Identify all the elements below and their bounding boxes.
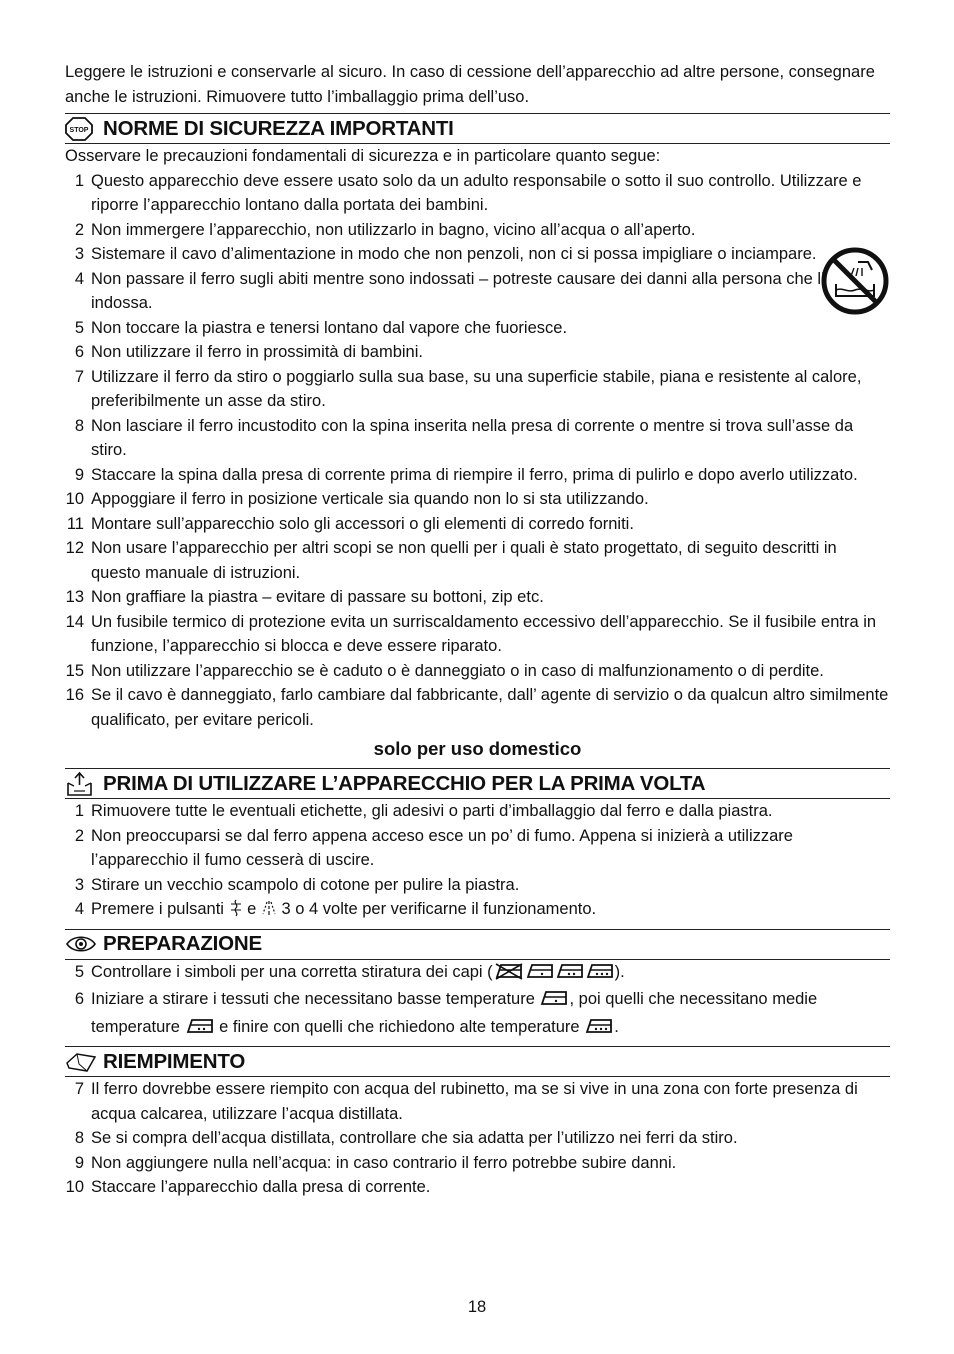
item-number: 13 — [65, 588, 84, 606]
list-item — [65, 536, 890, 585]
item-number: 3 — [74, 245, 84, 263]
iron-one-dot-icon — [539, 989, 569, 1015]
list-item — [65, 414, 890, 463]
water-tank-icon — [65, 1049, 103, 1075]
safety-lead: Osservare le precauzioni fondamentali di sicurezza e in particolare quanto segue: — [65, 147, 661, 165]
item-text: Non toccare la piastra e tenersi lontano dal vapore che fuoriesce. — [91, 318, 568, 337]
list-item — [65, 1151, 890, 1176]
item-text: Non graffiare la piastra – evitare di passare su bottoni, zip etc. — [91, 588, 544, 606]
list-item — [65, 512, 890, 537]
item-number: 16 — [65, 686, 84, 704]
eye-icon — [65, 931, 103, 957]
filling-list — [65, 1077, 890, 1200]
item-number: 5 — [74, 318, 84, 337]
item-number: 15 — [65, 661, 84, 680]
intro-text: Leggere le istruzioni e conservarle al sicuro. In caso di cessione dell’apparecchio ad altre persone, consegnare anche le istruzioni. Rimuovere tutto l’imballaggio prima dell’uso. — [65, 63, 875, 106]
item-number: 10 — [65, 490, 84, 508]
list-item: 6 Iniziare a stirare i tessuti che necessitano basse temperature , poi quelli che necessitano medie temperature e finire con quelli che richiedono alte temperature . — [65, 987, 890, 1042]
list-item — [65, 1175, 890, 1200]
item-number: 11 — [66, 514, 84, 533]
iron-two-dots-icon — [555, 962, 585, 988]
iron-three-dots-icon — [584, 1017, 614, 1043]
no-iron-icon — [493, 962, 525, 988]
item-text: Non lasciare il ferro incustodito con la spina inserita nella presa di corrente o mentre si trova sull’asse da stiro. — [91, 416, 854, 459]
safety-list — [65, 169, 890, 733]
list-item — [65, 610, 890, 659]
list-item — [65, 585, 890, 610]
item-text: Non passare il ferro sugli abiti mentre sono indossati – potreste causare dei danni alla persona che li indossa. — [91, 269, 825, 312]
section-header-filling — [65, 1046, 890, 1077]
list-item — [65, 169, 890, 218]
item-text: Questo apparecchio deve essere usato solo da un adulto responsabile o sotto il suo controllo. Utilizzare e riporre l’apparecchio lontano dalla portata dei bambini. — [91, 171, 862, 214]
item-text: Non usare l’apparecchio per altri scopi se non quelli per i quali è stato progettato, di seguito descritti in questo manuale di istruzioni. — [91, 539, 837, 582]
item-text: Sistemare il cavo d’alimentazione in modo che non penzoli, non ci si possa impigliare o inciampare. — [91, 245, 817, 263]
item-text: Un fusibile termico di protezione evita un surriscaldamento eccessivo dell’apparecchio. Se il fusibile entra in funzione, l’apparecchio si blocca e deve essere riparato. — [91, 612, 877, 655]
list-item — [65, 218, 890, 243]
item-number: 8 — [74, 416, 84, 435]
list-item — [65, 463, 890, 488]
no-shower-icon — [820, 246, 890, 316]
list-item — [65, 242, 890, 267]
section-title-preparation: PREPARAZIONE — [103, 932, 262, 955]
item-text: Montare sull’apparecchio solo gli accessori o gli elementi di corredo forniti. — [91, 514, 634, 533]
list-item: 5 Controllare i simboli per una corretta stiratura dei capi ( ). — [65, 960, 890, 988]
item-number: 14 — [65, 612, 84, 631]
item-text: Appoggiare il ferro in posizione verticale sia quando non lo si sta utilizzando. — [91, 490, 649, 508]
item-text: Non utilizzare il ferro in prossimità di bambini. — [91, 343, 423, 361]
item-number: 4 — [74, 269, 84, 288]
item-number: 1 — [74, 171, 84, 190]
list-item — [65, 659, 890, 684]
list-item: 4 Premere i pulsanti e 3 o 4 volte per verificarne il funzionamento. — [65, 897, 890, 925]
item-number: 1 — [74, 802, 84, 820]
item-number: 7 — [74, 367, 84, 386]
item-number: 9 — [74, 1153, 84, 1172]
first-use-item-4-list — [65, 897, 890, 925]
first-use-list — [65, 799, 890, 897]
iron-one-dot-icon — [525, 962, 555, 988]
section-header-first-use — [65, 768, 890, 799]
list-item — [65, 487, 890, 512]
section-title-safety: NORME DI SICUREZZA IMPORTANTI — [103, 116, 454, 140]
iron-three-dots-icon — [585, 962, 615, 988]
list-item — [65, 683, 890, 732]
item-number: 3 — [74, 875, 84, 894]
unbox-icon — [65, 771, 103, 797]
item-text: Staccare la spina dalla presa di corrente prima di riempire il ferro, prima di pulirlo e dopo averlo utilizzato. — [91, 465, 858, 484]
item-number: 2 — [74, 220, 84, 239]
item-number: 7 — [74, 1080, 84, 1098]
iron-two-dots-icon — [185, 1017, 215, 1043]
list-item — [65, 873, 890, 898]
section-title-filling: RIEMPIMENTO — [103, 1049, 246, 1073]
item-text: Non preoccuparsi se dal ferro appena acceso esce un po’ di fumo. Appena si inizierà a utilizzare l’apparecchio il fumo cesserà di uscire. — [91, 826, 793, 869]
list-item — [65, 316, 890, 341]
item-text: Non immergere l’apparecchio, non utilizzarlo in bagno, vicino all’acqua o all’aperto. — [91, 220, 696, 239]
item-number: 2 — [74, 826, 84, 845]
item-text: Il ferro dovrebbe essere riempito con acqua del rubinetto, ma se si vive in una zona con forte presenza di acqua calcarea, utilizzare l’acqua distillata. — [91, 1080, 858, 1123]
list-item — [65, 1077, 890, 1126]
item-number: 8 — [74, 1129, 84, 1147]
item-text: Staccare l’apparecchio dalla presa di corrente. — [91, 1178, 431, 1196]
item-text: Rimuovere tutte le eventuali etichette, gli adesivi o parti d’imballaggio dal ferro e dalla piastra. — [91, 802, 773, 820]
item-number: 12 — [65, 539, 84, 557]
item-text: Non utilizzare l’apparecchio se è caduto o è danneggiato o in caso di malfunzionamento o di perdite. — [91, 661, 824, 680]
svg-text:STOP: STOP — [69, 126, 89, 134]
stop-icon — [65, 116, 103, 142]
list-item — [65, 799, 890, 824]
section-header-safety — [65, 113, 890, 144]
list-item — [65, 1126, 890, 1151]
item-text: Non aggiungere nulla nell’acqua: in caso contrario il ferro potrebbe subire danni. — [91, 1153, 677, 1172]
domestic-use-note: solo per uso domestico — [373, 738, 582, 759]
item-number: 6 — [74, 343, 84, 361]
preparation-list — [65, 960, 890, 1043]
list-item — [65, 267, 890, 316]
item-text: Se il cavo è danneggiato, farlo cambiare dal fabbricante, dall’ agente di servizio o da qualcun altro similmente qualificato, per evitare pericoli. — [91, 686, 889, 729]
item-text: Se si compra dell’acqua distillata, controllare che sia adatta per l’utilizzo nei ferri da stiro. — [91, 1129, 738, 1147]
section-header-preparation — [65, 929, 890, 960]
list-item — [65, 824, 890, 873]
shot-of-steam-icon — [229, 899, 243, 925]
section-title-first-use: PRIMA DI UTILIZZARE L’APPARECCHIO PER LA PRIMA VOLTA — [103, 771, 706, 795]
item-text: Utilizzare il ferro da stiro o poggiarlo sulla sua base, su una superficie stabile, piana e resistente al calore, preferibilmente un asse da stiro. — [91, 367, 862, 410]
page-number: 18 — [467, 1298, 487, 1316]
list-item — [65, 340, 890, 365]
spray-icon — [261, 899, 277, 925]
list-item — [65, 365, 890, 414]
item-number: 10 — [65, 1178, 84, 1196]
item-text: Stirare un vecchio scampolo di cotone per pulire la piastra. — [91, 875, 520, 894]
item-number: 9 — [74, 465, 84, 484]
manual-page — [65, 60, 890, 1200]
